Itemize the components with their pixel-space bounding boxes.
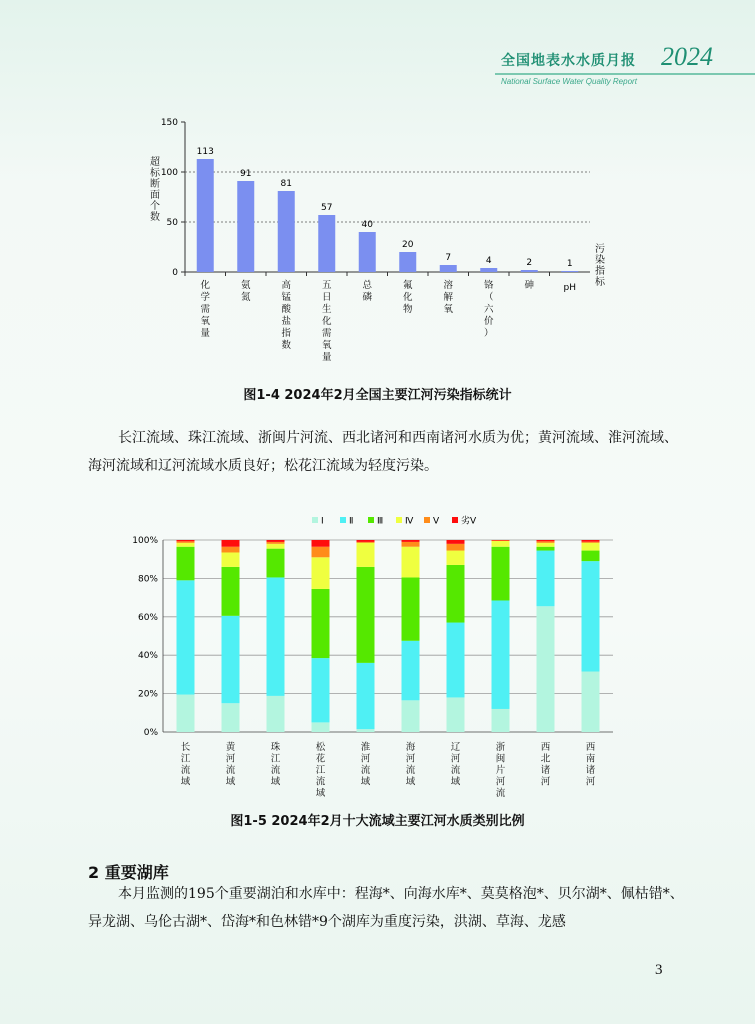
category-label: 西北诸河 (540, 742, 551, 788)
stacked-segment (402, 547, 420, 578)
y-tick-label: 40% (137, 651, 158, 662)
data-label: 20 (402, 240, 414, 250)
stacked-segment (582, 672, 600, 732)
stacked-segment (177, 543, 195, 547)
y-tick-label: 100% (132, 536, 158, 546)
legend (312, 515, 477, 527)
stacked-segment (357, 567, 375, 663)
category-label: 长江流域 (180, 742, 191, 788)
category-label: 氨氮 (240, 280, 251, 303)
category-label: 氟化物 (402, 280, 413, 315)
category-label: 溶解氧 (443, 280, 454, 315)
legend-label: Ⅳ (405, 516, 414, 527)
category-label: 高锰酸盐指数 (281, 280, 292, 351)
data-label: 4 (485, 256, 492, 266)
bar (197, 159, 214, 272)
stacked-segment (582, 551, 600, 562)
legend-swatch (452, 517, 458, 523)
category-label: 淮河流域 (360, 742, 371, 788)
stacked-segment (357, 542, 375, 543)
stacked-segment (312, 722, 330, 732)
stacked-segment (222, 552, 240, 566)
stacked-segment (267, 544, 285, 549)
header-year: 2024 (661, 42, 713, 71)
data-label: 81 (280, 179, 292, 189)
stacked-segment (312, 557, 330, 589)
stacked-segment (222, 616, 240, 703)
stacked-segment (402, 540, 420, 542)
legend-label: 劣Ⅴ (461, 516, 477, 527)
stacked-segment (312, 547, 330, 558)
stacked-segment (447, 544, 465, 551)
category-label: 总磷 (362, 280, 373, 303)
data-label: 40 (361, 220, 373, 230)
report-header (495, 40, 755, 90)
stacked-segment (177, 580, 195, 694)
legend-swatch (340, 517, 346, 523)
stacked-segment (582, 561, 600, 671)
paragraph-1: 长江流域、珠江流域、浙闽片河流、西北诸河和西南诸河水质为优；黄河流域、淮河流域、海河流域和辽河流域水质良好；松花江流域为轻度污染。 (88, 430, 678, 474)
header-title: 全国地表水水质月报 (501, 53, 636, 69)
category-label: 西南诸河 (585, 742, 596, 788)
stacked-segment (492, 547, 510, 601)
y-tick-label: 100 (160, 168, 178, 178)
stacked-segment (267, 549, 285, 578)
stacked-segment (537, 540, 555, 541)
stacked-segment (267, 577, 285, 695)
bar (440, 265, 457, 272)
stacked-segment (582, 543, 600, 551)
stacked-segment (222, 567, 240, 616)
legend-label: Ⅰ (321, 516, 324, 527)
page-number: 3 (655, 962, 663, 978)
stacked-segment (492, 540, 510, 541)
stacked-segment (222, 703, 240, 732)
y-axis-label: 超标断面个数 (150, 157, 160, 223)
legend-swatch (396, 517, 402, 523)
stacked-segment (222, 547, 240, 553)
category-label: 化学需氧量 (200, 280, 211, 339)
stacked-segment (402, 641, 420, 701)
data-label: 91 (240, 169, 252, 179)
category-label: 珠江流域 (270, 742, 281, 788)
category-label: 海河流域 (405, 742, 416, 788)
bar (399, 252, 416, 272)
category-label: pH (563, 283, 576, 293)
stacked-segment (177, 540, 195, 541)
stacked-segment (447, 697, 465, 732)
stacked-segment (357, 729, 375, 732)
stacked-segment (402, 577, 420, 640)
stacked-segment (267, 696, 285, 732)
legend-label: Ⅲ (377, 516, 384, 527)
stacked-segment (357, 663, 375, 729)
stacked-segment (582, 542, 600, 543)
stacked-segment (537, 543, 555, 547)
section-title: 2 重要湖库 (88, 863, 169, 882)
legend-swatch (312, 517, 318, 523)
category-label: 砷 (524, 280, 535, 291)
stacked-segment (447, 540, 465, 544)
category-label: 黄河流域 (225, 742, 236, 788)
category-label: 辽河流域 (450, 742, 461, 788)
legend-label: Ⅱ (349, 516, 354, 527)
stacked-segment (177, 695, 195, 732)
legend-label: Ⅴ (433, 516, 440, 527)
category-label: 浙闽片河流 (495, 742, 506, 799)
category-label: 松花江流域 (315, 742, 326, 799)
category-label: 铬（六价） (483, 280, 494, 339)
stacked-segment (267, 540, 285, 542)
legend-swatch (368, 517, 374, 523)
figure-1-4-caption: 图1-4 2024年2月全国主要江河污染指标统计 (243, 388, 512, 403)
stacked-segment (177, 541, 195, 543)
bar (561, 271, 578, 272)
header-subtitle: National Surface Water Quality Report (501, 77, 637, 86)
bar (480, 268, 497, 272)
y-tick-label: 60% (137, 612, 158, 623)
stacked-segment (537, 547, 555, 551)
water-quality-stacked-chart (120, 508, 630, 808)
y-tick-label: 150 (160, 118, 178, 128)
stacked-segment (537, 606, 555, 732)
data-label: 1 (566, 259, 573, 269)
data-label: 113 (196, 147, 214, 157)
stacked-segment (447, 565, 465, 623)
bar (318, 215, 335, 272)
y-tick-label: 20% (137, 689, 158, 700)
bar (237, 181, 254, 272)
stacked-segment (492, 709, 510, 732)
stacked-segment (267, 542, 285, 544)
stacked-segment (312, 658, 330, 722)
paragraph-2: 本月监测的195个重要湖泊和水库中：程海*、向海水库*、莫莫格泡*、贝尔湖*、佩枯错*、异龙湖、乌伦古湖*、岱海*和色林错*9个湖库为重度污染，洪湖、草海、龙感 (88, 886, 684, 930)
y-tick-label: 0% (143, 728, 158, 738)
stacked-segment (447, 623, 465, 698)
stacked-segment (447, 551, 465, 565)
stacked-segment (537, 551, 555, 607)
pollution-indicator-bar-chart (130, 110, 630, 380)
bar (278, 191, 295, 272)
figure-1-5-caption: 图1-5 2024年2月十大流域主要江河水质类别比例 (230, 814, 525, 829)
stacked-segment (177, 547, 195, 581)
stacked-segment (312, 540, 330, 547)
category-label: 五日生化需氧量 (321, 280, 332, 363)
x-axis-label: 污染指标 (595, 244, 605, 288)
stacked-segment (357, 540, 375, 542)
stacked-segment (357, 543, 375, 567)
legend-swatch (424, 517, 430, 523)
stacked-segment (582, 540, 600, 542)
stacked-segment (402, 700, 420, 732)
stacked-segment (492, 541, 510, 547)
stacked-segment (492, 600, 510, 708)
y-tick-label: 0 (172, 268, 178, 278)
data-label: 7 (445, 253, 452, 263)
data-label: 57 (321, 203, 333, 213)
stacked-segment (402, 542, 420, 547)
stacked-segment (222, 540, 240, 547)
data-label: 2 (526, 258, 533, 268)
bar (359, 232, 376, 272)
y-tick-label: 80% (137, 574, 158, 585)
header-rule (495, 73, 755, 75)
stacked-segment (537, 541, 555, 543)
y-tick-label: 50 (166, 218, 178, 228)
stacked-segment (312, 589, 330, 658)
bar (521, 270, 538, 272)
